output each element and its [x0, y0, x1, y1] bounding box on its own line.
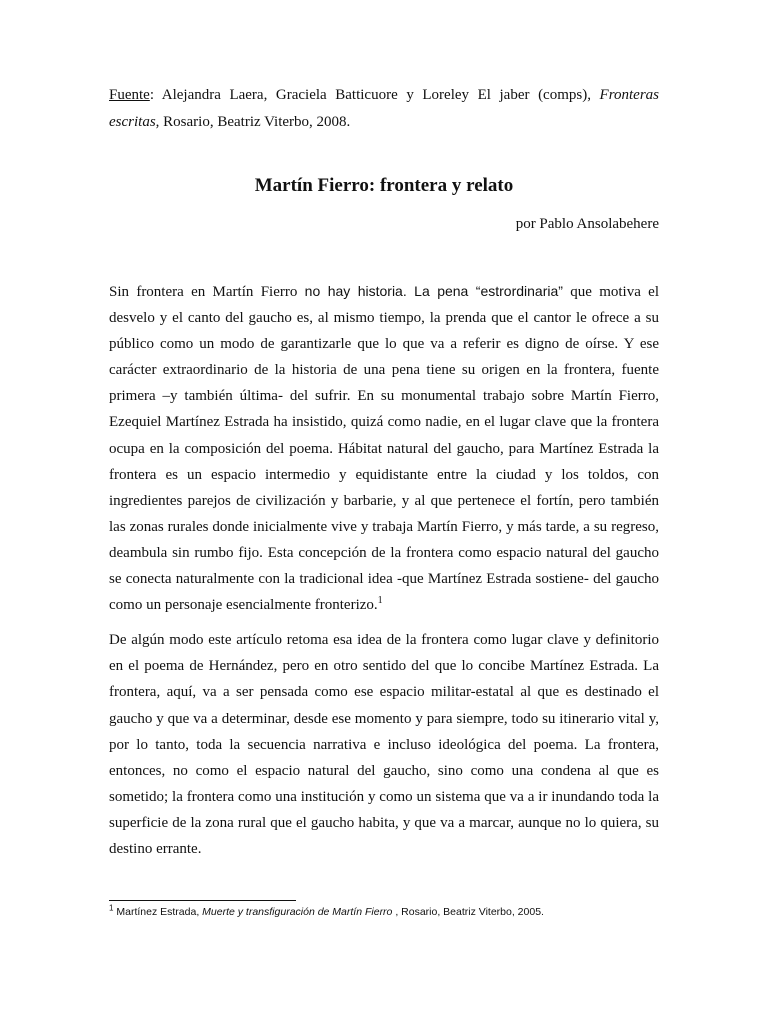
footnote-author: Martínez Estrada,: [113, 906, 203, 918]
footnote-book-title: Muerte y transfiguración de Martín Fierro: [202, 906, 393, 918]
paragraph-2: De algún modo este artículo retoma esa idea de la frontera como lugar clave y definitorio en el poema de Hernández, pero en otro sentido del que lo concibe Martínez Estrada. La frontera, aquí, va a ser pensada como ese espacio militar-estatal al que es destinado el gaucho y que va a determinar, desde ese momento y para siempre, todo su itinerario vital y, por lo tanto, toda la secuencia narrativa e incluso ideológica del poema. La frontera, entonces, no como el espacio natural del gaucho, sino como una condena al que es sometido; la frontera como una institución y como un sistema que va a ir inundando toda la superficie de la zona rural que el gaucho habita, y que va a marcar, aunque no lo quiera, su destino errante.: [109, 632, 659, 857]
source-text-after: , Rosario, Beatriz Viterbo, 2008.: [155, 114, 351, 130]
source-label: Fuente: [109, 87, 150, 103]
footnote-divider: [109, 900, 296, 901]
article-author: por Pablo Ansolabehere: [515, 216, 659, 232]
footnote-rest: , Rosario, Beatriz Viterbo, 2005.: [392, 906, 544, 918]
article-body: [109, 278, 659, 871]
paragraph-1-rest: que motiva el desvelo y el canto del gaucho es, al mismo tiempo, la prenda que el cantor le ofrece a su público como un modo de garantizarle que lo que va a referir es digno de oírse. Y ese carácter extraordinario de la historia de una pena tiene su origen en la frontera, fuente primera –y también última- del sufrir. En su monumental trabajo sobre Martín Fierro, Ezequiel Martínez Estrada ha insistido, quizá como nadie, en el lugar clave que la frontera ocupa en la composición del poema. Hábitat natural del gaucho, para Martínez Estrada la frontera es un espacio intermedio y equidistante entre la ciudad y los toldos, con ingredientes parejos de civilización y barbarie, y al que pertenece el fortín, pero también las zonas rurales donde inicialmente vive y trabaja Martín Fierro, y más tarde, a su regreso, deambula sin rumbo fijo. Esta concepción de la frontera como espacio natural del gaucho se conecta naturalmente con la tradicional idea -que Martínez Estrada sostiene- del gaucho como un personaje esencialmente fronterizo.: [109, 284, 660, 614]
source-citation: [109, 82, 659, 136]
paragraph-1: [109, 278, 659, 618]
article-title: Martín Fierro: frontera y relato: [254, 175, 514, 196]
footnote-reference: 1: [377, 595, 383, 607]
footnote-number: 1: [109, 903, 114, 913]
source-text-before: : Alejandra Laera, Graciela Batticuore y Loreley El jaber (comps),: [149, 87, 600, 103]
source-book-title: Fronteras escritas: [109, 87, 659, 130]
paragraph-1-sans-run: no hay historia. La pena “estrordinaria”: [304, 283, 563, 299]
paragraph-1-start: Sin frontera en Martín Fierro: [109, 284, 305, 300]
footnote: [109, 903, 669, 918]
